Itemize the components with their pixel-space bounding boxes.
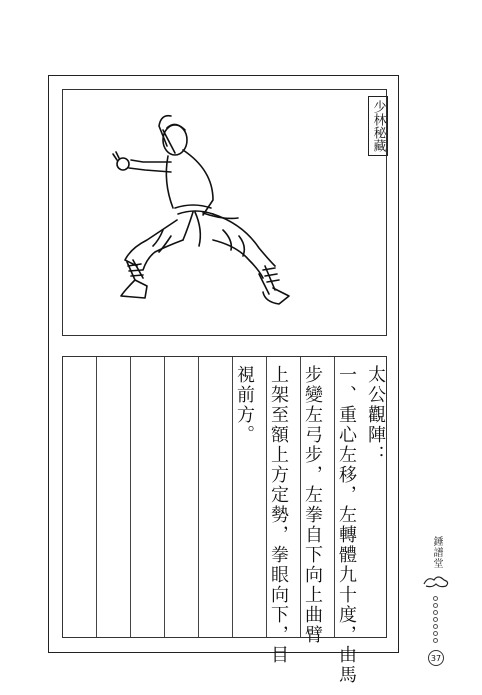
- column-rule: [164, 357, 165, 637]
- text-column: 一、重心左移，左轉體九十度，由馬: [336, 365, 357, 685]
- column-rule: [300, 357, 301, 637]
- column-rule: [266, 357, 267, 637]
- illustration-panel: [62, 89, 387, 336]
- column-rule: [334, 357, 335, 637]
- collection-seal: 少林秘藏: [368, 96, 388, 156]
- text-panel: [62, 356, 387, 685]
- column-rule: [96, 357, 97, 637]
- text-column: 上架至額上方定勢，拳眼向下，目: [268, 365, 289, 665]
- martial-artist-illustration: [63, 90, 388, 337]
- column-rule: [198, 357, 199, 637]
- column-rule: [130, 357, 131, 637]
- ornament-dots: [433, 596, 438, 645]
- text-column: 步變左弓步，左拳自下向上曲臂: [302, 365, 323, 645]
- column-rule: [232, 357, 233, 637]
- text-column-title: 太公觀陣：: [365, 365, 386, 465]
- page-number: 37: [428, 650, 444, 666]
- book-title: 錘譜堂: [431, 536, 442, 569]
- text-column: 視前方。: [234, 365, 255, 445]
- cloud-ornament-icon: [422, 574, 450, 590]
